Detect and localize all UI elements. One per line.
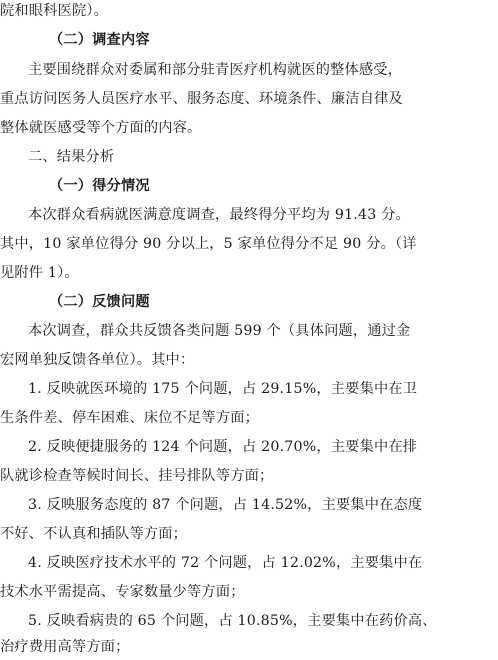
list-item-1-line-1: 1. 反映就医环境的 175 个问题，占 29.15%，主要集中在卫 [28,381,418,397]
paragraph-line-10: 见附件 1）。 [0,265,79,281]
paragraph-line-13: 宏网单独反馈各单位）。其中： [0,352,195,368]
paragraph-line-4: 重点访问医务人员医疗水平、服务态度、环境条件、廉洁自律及 [0,91,403,107]
paragraph-line-3: 主要围绕群众对委属和部分驻青医疗机构就医的整体感受， [28,62,403,78]
section-heading-feedback: （二）反馈问题 [49,294,150,310]
paragraph-line-1: 院和眼科医院）。 [0,3,109,19]
list-item-5-line-2: 治疗费用高等方面； [0,639,130,655]
list-item-3-line-2: 不好、不认真和插队等方面； [0,526,188,542]
section-heading-survey-content: （二）调查内容 [49,32,150,48]
section-heading-score: （一）得分情况 [49,178,150,194]
list-item-2-line-1: 2. 反映便捷服务的 124 个问题，占 20.70%，主要集中在排 [28,439,418,455]
paragraph-line-12: 本次调查，群众共反馈各类问题 599 个（具体问题，通过金 [28,323,411,339]
list-item-5-line-1: 5. 反映看病贵的 65 个问题，占 10.85%，主要集中在药价高、 [28,613,437,629]
section-heading-results-analysis: 二、结果分析 [28,149,115,165]
list-item-4-line-1: 4. 反映医疗技术水平的 72 个问题，占 12.02%，主要集中在 [28,555,423,571]
list-item-2-line-2: 队就诊检查等候时间长、挂号排队等方面； [0,468,274,484]
paragraph-line-9: 其中，10 家单位得分 90 分以上，5 家单位得分不足 90 分。（详 [0,236,417,252]
list-item-4-line-2: 技术水平需提高、专家数量少等方面； [0,584,245,600]
paragraph-line-5: 整体就医感受等个方面的内容。 [0,120,202,136]
paragraph-line-8: 本次群众看病就医满意度调查，最终得分平均为 91.43 分。 [28,207,410,223]
list-item-1-line-2: 生条件差、停车困难、床位不足等方面； [0,410,259,426]
list-item-3-line-1: 3. 反映服务态度的 87 个问题，占 14.52%，主要集中在态度 [28,497,423,513]
